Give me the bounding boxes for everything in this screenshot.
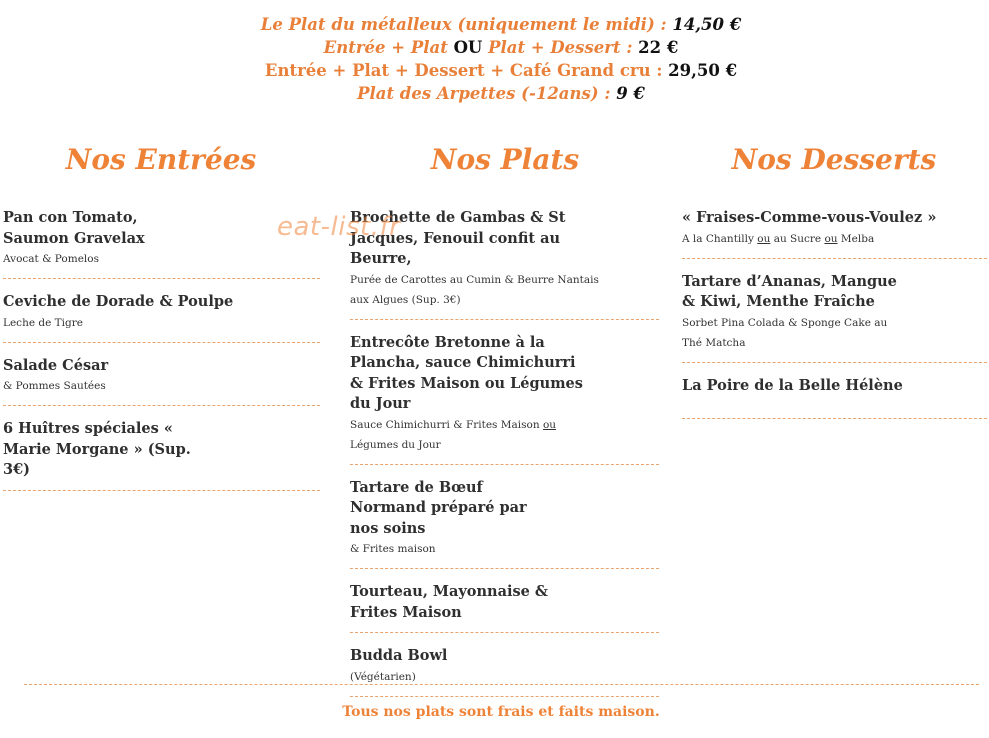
formula-separator: : (598, 84, 617, 103)
desc-text: Légumes du Jour (350, 438, 441, 451)
formula-label: Plat des Arpettes (-12ans) (357, 84, 599, 103)
item-title: Pan con Tomato, Saumon Gravelax (3, 209, 145, 247)
item-description: & Frites maison (350, 543, 436, 555)
entrees-column (3, 208, 320, 504)
menu-item (682, 376, 987, 420)
item-description: (Végétarien) (350, 670, 416, 683)
formula-separator: : (620, 38, 639, 57)
item-description: Sorbet Pina Colada & Sponge Cake au Thé Matcha (682, 316, 888, 349)
item-title: Ceviche de Dorade & Poulpe (3, 293, 234, 310)
watermark-logo: eat-list.fr (277, 212, 401, 242)
item-title: Entrecôte Bretonne à la Plancha, sauce Chimichurri & Frites Maison ou Légumes du Jour (350, 333, 583, 412)
formula-label: Entrée + Plat + Dessert + Café Grand cru (264, 61, 651, 80)
item-description (350, 415, 600, 455)
item-title: 6 Huîtres spéciales « Marie Morgane » (Sup. 3€) (3, 420, 191, 478)
menu-item (3, 208, 320, 279)
menu-item (682, 208, 987, 259)
desserts-title: Nos Desserts (731, 143, 937, 176)
item-description: Leche de Tigre (3, 316, 83, 329)
item-title: La Poire de la Belle Hélène (682, 376, 903, 394)
item-title: Tartare d’Ananas, Mangue & Kiwi, Menthe Fraîche (682, 272, 897, 310)
item-title: Budda Bowl (350, 647, 448, 664)
footer-note: Tous nos plats sont frais et faits maison. (342, 704, 660, 720)
desc-ou: ou (824, 232, 838, 245)
menu-item (3, 356, 320, 407)
menu-item (350, 478, 659, 570)
desserts-column (682, 208, 987, 432)
plats-column (350, 208, 659, 710)
formula-price: 14,50 € (672, 15, 742, 34)
item-title: Salade César (3, 356, 109, 374)
item-title: Brochette de Gambas & St Jacques, Fenouil confit au Beurre, (350, 209, 566, 267)
menu-item (3, 419, 320, 491)
formula-entree-plat-ou-plat-dessert (0, 36, 989, 59)
formulas-block (0, 13, 989, 105)
formula-price: 29,50 € (668, 61, 738, 80)
desc-text: Melba (837, 232, 875, 245)
desc-ou: ou (542, 418, 557, 431)
formula-separator: : (650, 61, 669, 80)
item-title: Tartare de Bœuf Normand préparé par nos soins (350, 478, 527, 537)
item-description: Avocat & Pomelos (3, 253, 99, 265)
formula-ou: OU (453, 38, 483, 57)
desc-text: Sauce Chimichurri & Frites Maison (350, 418, 543, 431)
item-description (682, 229, 987, 249)
formula-price: 22 € (638, 38, 679, 57)
formula-plat-metalleux (0, 13, 989, 36)
entrees-title: Nos Entrées (65, 143, 257, 176)
item-title: Tourteau, Mayonnaise & Frites Maison (350, 583, 548, 621)
divider (24, 684, 979, 685)
item-description: Purée de Carottes au Cumin & Beurre Nantais aux Algues (Sup. 3€) (350, 273, 599, 306)
formula-complete (0, 59, 989, 82)
menu-item (682, 272, 987, 363)
formula-label: Le Plat du métalleux (uniquement le midi) : (260, 15, 673, 34)
desc-ou: ou (757, 232, 771, 245)
formula-label: Plat + Dessert (482, 38, 621, 57)
desc-text: A la Chantilly (682, 232, 758, 245)
menu-item (350, 582, 659, 633)
formula-arpettes (0, 82, 989, 105)
plats-title: Nos Plats (430, 143, 580, 176)
menu-item (350, 333, 659, 465)
menu-item (3, 292, 320, 343)
formula-price: 9 € (616, 84, 645, 103)
item-description: & Pommes Sautées (3, 380, 106, 392)
item-title: « Fraises-Comme-vous-Voulez » (682, 209, 937, 226)
menu-item (350, 646, 659, 697)
desc-text: au Sucre (770, 232, 825, 245)
formula-label: Entrée + Plat (323, 38, 454, 57)
